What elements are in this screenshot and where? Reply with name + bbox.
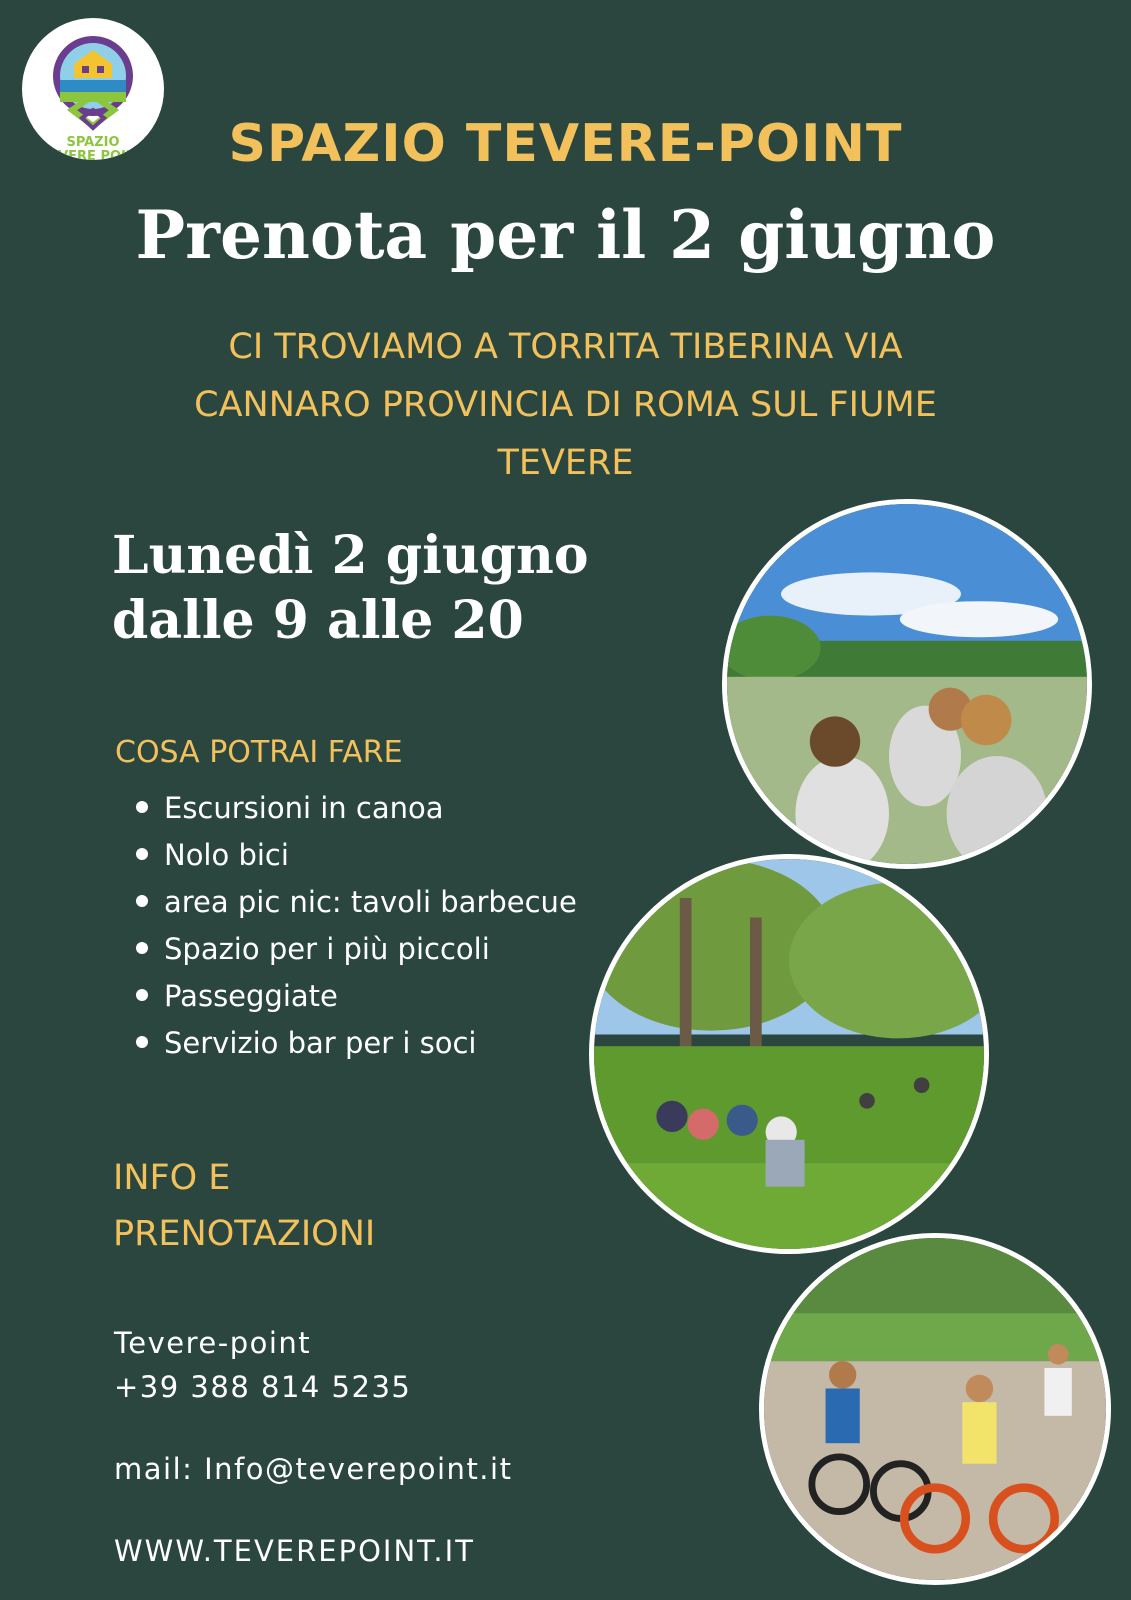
bullet-icon (136, 895, 148, 907)
activity-label: Passeggiate (164, 979, 338, 1013)
list-item (136, 926, 577, 973)
address-text: CI TROVIAMO A TORRITA TIBERINA VIA CANNARO PROVINCIA DI ROMA SUL FIUME TEVERE (194, 327, 937, 483)
logo-line1: SPAZIO (66, 135, 120, 150)
event-date: Lunedì 2 giugno (112, 525, 589, 586)
contact-name: Tevere-point (114, 1326, 312, 1360)
activity-label: area pic nic: tavoli barbecue (164, 885, 577, 919)
activity-label: Escursioni in canoa (164, 791, 444, 825)
logo-line2: TEVERE POINT (40, 149, 146, 160)
headline: Prenota per il 2 giugno (135, 196, 996, 274)
list-item (136, 879, 577, 926)
list-item (136, 785, 577, 832)
bullet-icon (136, 801, 148, 813)
activity-label: Spazio per i più piccoli (164, 932, 490, 966)
contact-email[interactable]: mail: Info@teverepoint.it (114, 1452, 513, 1486)
bike-photo (759, 1233, 1111, 1585)
brand-title: SPAZIO TEVERE-POINT (228, 114, 903, 174)
bullet-icon (136, 942, 148, 954)
activities-title: COSA POTRAI FARE (115, 735, 403, 770)
bullet-icon (136, 989, 148, 1001)
info-title: INFO E PRENOTAZIONI (113, 1158, 376, 1254)
activity-label: Servizio bar per i soci (164, 1026, 477, 1060)
bullet-icon (136, 1036, 148, 1048)
website-link[interactable]: WWW.TEVEREPOINT.IT (114, 1534, 475, 1568)
activities-list (136, 785, 577, 1067)
list-item (136, 832, 577, 879)
list-item (136, 1020, 577, 1067)
list-item (136, 973, 577, 1020)
canoe-photo (722, 499, 1092, 869)
picnic-photo (589, 854, 989, 1254)
event-hours: dalle 9 alle 20 (112, 590, 524, 651)
contact-phone[interactable]: +39 388 814 5235 (114, 1370, 412, 1404)
bullet-icon (136, 848, 148, 860)
activity-label: Nolo bici (164, 838, 289, 872)
